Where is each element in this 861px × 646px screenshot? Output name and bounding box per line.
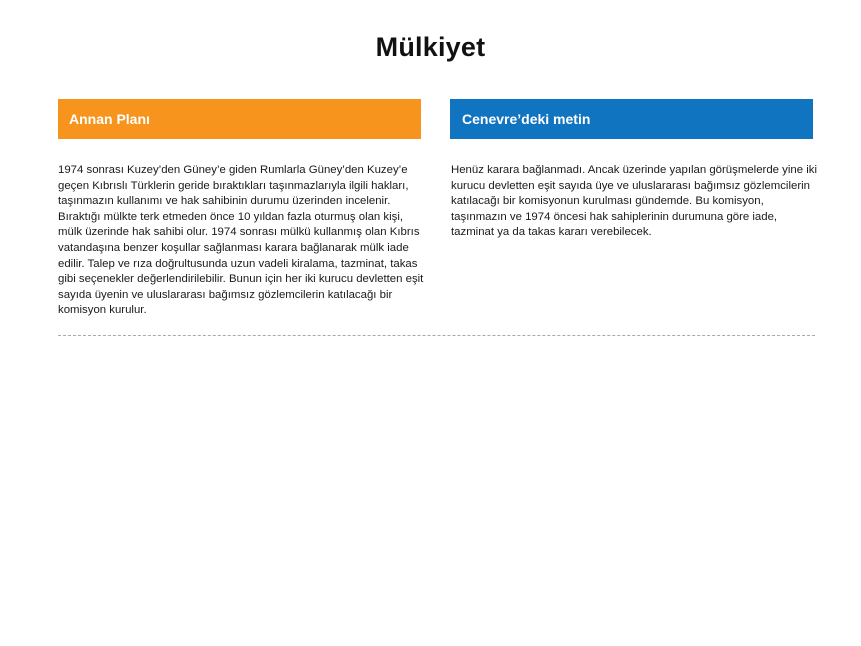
page-title: Mülkiyet <box>375 32 486 62</box>
dashed-divider <box>58 335 815 336</box>
geneva-text-body: Henüz karara bağlanmadı. Ancak üzerinde yapılan görüşmelerde yine iki kurucu devletten eşit sayıda üye ve uluslararası bağımsız gözlemcilerin katılacağı bir komisyonun kurulması gündemde. Bu komisyon, taşınmazın ve 1974 öncesi hak sahiplerinin durumuna göre iade, tazminat ya da takas kararı verebilecek. <box>451 164 817 239</box>
annan-plan-header-label: Annan Planı <box>69 111 150 127</box>
geneva-text-header <box>450 99 813 139</box>
annan-plan-header <box>58 99 421 139</box>
annan-plan-body: 1974 sonrası Kuzey’den Güney’e giden Rumlarla Güney’den Kuzey’e geçen Kıbrıslı Türklerin geride bıraktıkları taşınmazlarıyla ilgili hakları, taşınmazın kullanımı ve hak sahibinin durumu üzerinden incelenir. Bıraktığı mülkte terk etmeden önce 10 yıldan fazla oturmuş olan kişi, mülk üzerinde hak sahibi olur. 1974 sonrası mülkü kullanmış olan Kıbrıs vatandaşına benzer koşullar sağlanması karara bağlanarak mülk iade edilir. Talep ve rıza doğrultusunda uzun vadeli kiralama, tazminat, takas gibi seçenekler değerlendirilebilir. Bunun için her iki kurucu devletten eşit sayıda üyenin ve uluslararası bağımsız gözlemcilerin katılacağı bir komisyon kurulur. <box>58 164 424 317</box>
geneva-text-header-label: Cenevre’deki metin <box>462 111 591 127</box>
